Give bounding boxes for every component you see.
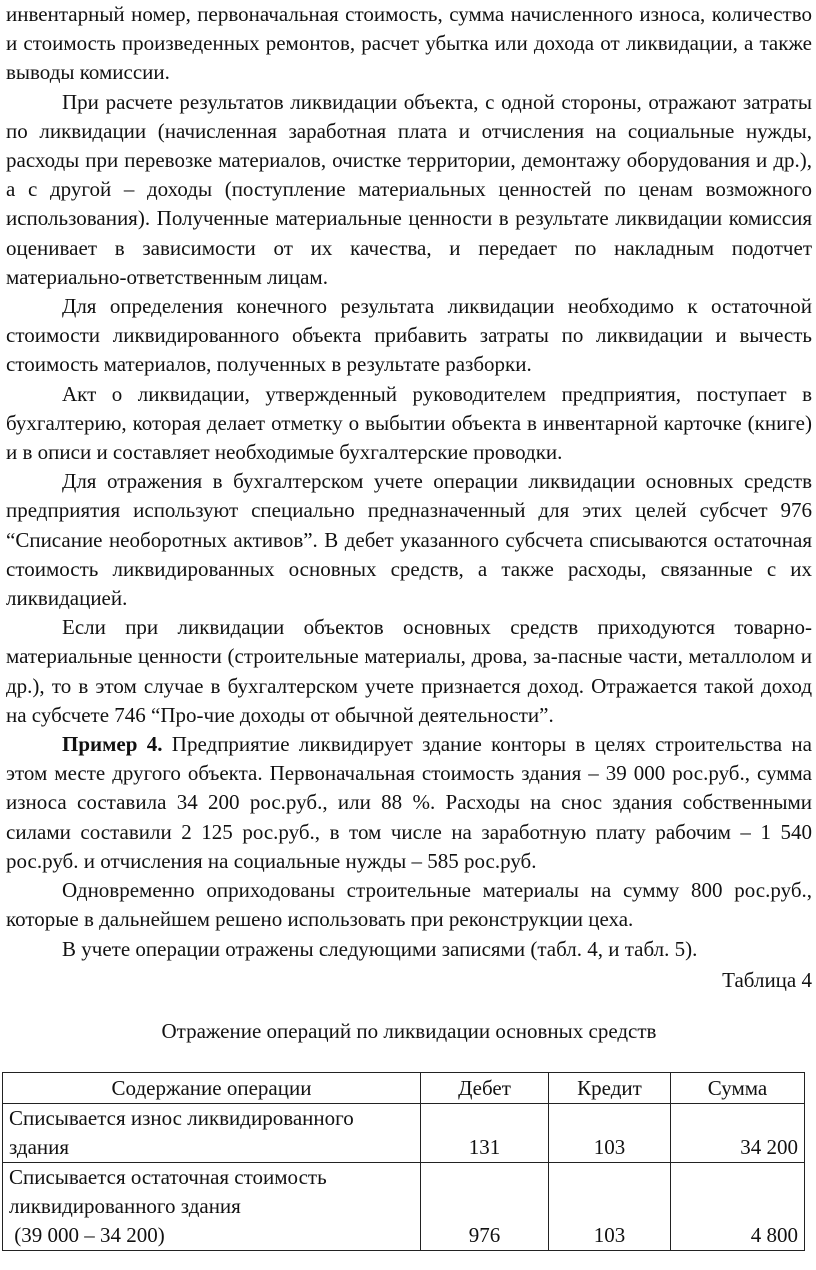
document-page xyxy=(6,0,812,1046)
paragraph-1: инвентарный номер, первоначальная стоимость, сумма начисленного износа, количество и стоимость произведенных ремонтов, расчет убытка или дохода от ликвидации, а также выводы комиссии. xyxy=(6,2,812,85)
operation-line: Списывается остаточная стоимость xyxy=(9,1165,327,1189)
header-amount: Сумма xyxy=(671,1073,805,1104)
credit-cell: 103 xyxy=(549,1163,671,1251)
table-row xyxy=(3,1104,805,1163)
table-header-row xyxy=(3,1073,805,1104)
amount-cell: 34 200 xyxy=(671,1104,805,1163)
table-label: Таблица 4 xyxy=(722,967,812,992)
example-paragraph xyxy=(6,730,812,876)
header-operation: Содержание операции xyxy=(3,1073,421,1104)
debit-cell: 131 xyxy=(421,1104,549,1163)
paragraph-5: Для отражения в бухгалтерском учете операции ликвидации основных средств предприятия используют специально предназначенный для этих целей субсчет 976 “Списание необоротных активов”. В дебет указанного субсчета списываются остаточная стоимость ликвидированных основных средств, а также расходы, связанные с их ликвидацией. xyxy=(6,469,812,611)
operation-line: (39 000 – 34 200) xyxy=(9,1223,165,1247)
operation-cell xyxy=(3,1163,421,1251)
operation-line: здания xyxy=(9,1135,70,1159)
paragraph-4: Акт о ликвидации, утвержденный руководителем предприятия, поступает в бухгалтерию, которая делает отметку о выбытии объекта в инвентарной карточке (книге) и в описи и составляет необходимые бухгалтерские проводки. xyxy=(6,381,812,465)
paragraph-6: Если при ликвидации объектов основных средств приходуются товарно-материальные ценности (строительные материалы, дрова, за-пасные части, металлолом и др.), то в этом случае в бухгалтерском учете признается доход. Отражается такой доход на субсчете 746 “Про-чие доходы от обычной деятельности”. xyxy=(6,615,812,727)
operation-line: ликвидированного здания xyxy=(9,1194,241,1218)
table-row xyxy=(3,1163,805,1251)
paragraph-2: При расчете результатов ликвидации объекта, с одной стороны, отражают затраты по ликвидации (начисленная заработная плата и отчисления на социальные нужды, расходы при перевозке материалов, очистке территории, демонтажу оборудования и др.), а с другой – доходы (поступление материальных ценностей по ценам возможного использования). Полученные материальные ценности в результате ликвидации комиссия оценивает в зависимости от их качества, и передает по накладным подотчет материально-ответственным лицам. xyxy=(6,89,812,289)
amount-cell: 4 800 xyxy=(671,1163,805,1251)
paragraph-9: В учете операции отражены следующими записями (табл. 4, и табл. 5). xyxy=(62,936,698,961)
example-label: Пример 4. xyxy=(62,732,163,757)
header-debit: Дебет xyxy=(421,1073,549,1104)
operations-table xyxy=(2,1072,805,1251)
table-caption: Отражение операций по ликвидации основных средств xyxy=(161,1018,657,1043)
header-credit: Кредит xyxy=(549,1073,671,1104)
debit-cell: 976 xyxy=(421,1163,549,1251)
paragraph-3: Для определения конечного результата ликвидации необходимо к остаточной стоимости ликвидированного объекта прибавить затраты по ликвидации и вычесть стоимость материалов, полученных в результате разборки. xyxy=(6,294,812,377)
paragraph-8: Одновременно оприходованы строительные материалы на сумму 800 рос.руб., которые в дальнейшем решено использовать при реконструкции цеха. xyxy=(6,878,812,932)
credit-cell: 103 xyxy=(549,1104,671,1163)
operation-cell xyxy=(3,1104,421,1163)
example-text: Предприятие ликвидирует здание конторы в целях строительства на этом месте другого объекта. Первоначальная стоимость здания – 39 000 рос.руб., сумма износа составила 34 200 рос.руб., или 88 %. Расходы на снос здания собственными силами составили 2 125 рос.руб., в том числе на заработную плату рабочим – 1 540 рос.руб. и отчисления на социальные нужды – 585 рос.руб. xyxy=(6,732,812,873)
operation-line: Списывается износ ликвидированного xyxy=(9,1106,354,1130)
